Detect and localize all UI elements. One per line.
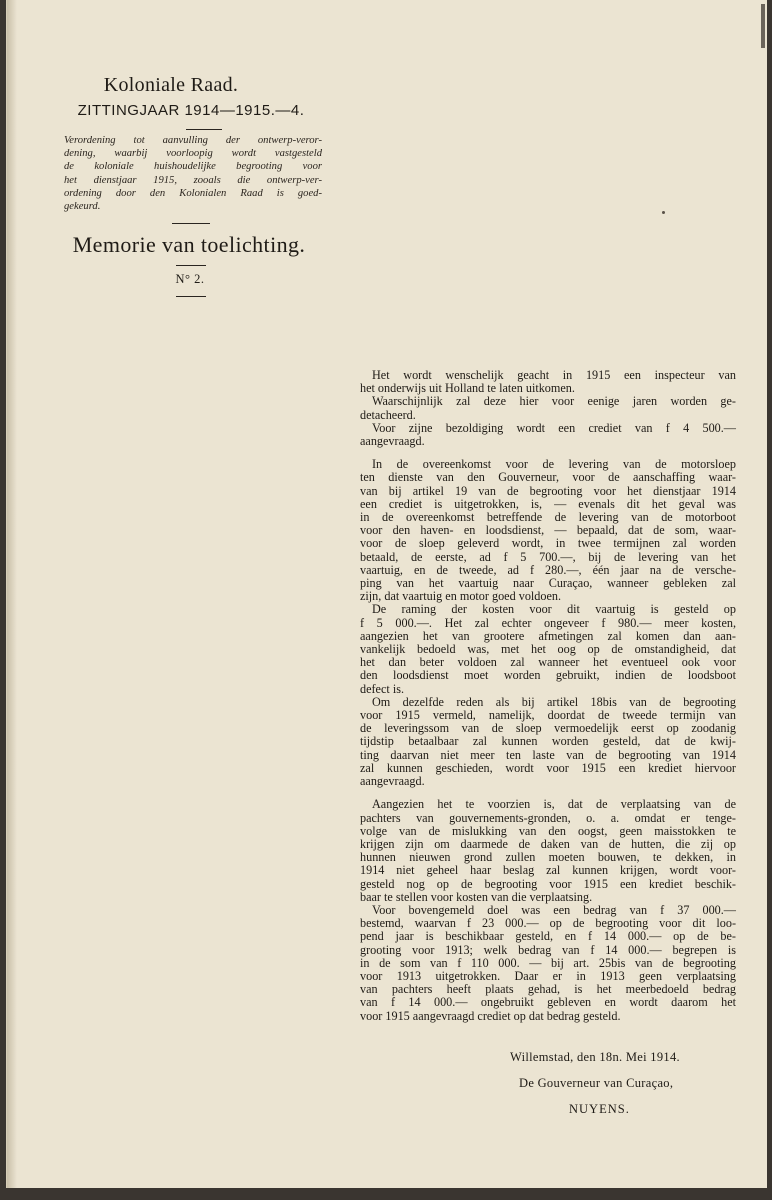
session-year: ZITTINGJAAR 1914—1915.—4. <box>77 102 305 119</box>
text-line: Waarschijnlijk zal deze hier voor eenige jaren worden ge- <box>372 394 736 409</box>
text-line: voor 1915 aangevraagd crediet op dat bedrag gesteld. <box>360 1008 621 1023</box>
text-line: aangevraagd. <box>360 434 425 449</box>
text-line: het dan beter voldoen zal wanneer het eventueel ook voor <box>360 655 736 670</box>
page-edge-shadow <box>7 0 17 1188</box>
text-line: volge van de mislukking van den oogst, geen maisstokken te <box>360 823 736 838</box>
paragraph <box>360 458 736 788</box>
text-line: Om dezelfde reden als bij artikel 18bis van de begrooting <box>372 694 736 709</box>
binding-mark <box>761 4 765 48</box>
text-line: aangezien het van grootere afmetingen zal komen dan aan- <box>360 628 736 643</box>
text-line: van bij artikel 19 van de begrooting voor het dienstjaar 1914 <box>360 483 736 498</box>
text-line: voor de sloep geleverd wordt, in twee termijnen zal worden <box>360 536 736 551</box>
text-line: betaald, de eerste, ad f 5 700.—, bij de levering van het <box>360 549 736 564</box>
text-line: pend jaar is beschikbaar gesteld, en f 14 000.— op de be- <box>360 929 736 944</box>
subject-line: dening, waarbij voorloopig wordt vastgesteld <box>64 148 322 160</box>
text-line: defect is. <box>360 681 404 696</box>
text-line: tijdstip betaalbaar zal kunnen worden gesteld, dat de kwij- <box>360 734 736 749</box>
text-line: den loodsdienst moet worden gebruikt, indien de loodsboot <box>360 668 736 683</box>
place-date: Willemstad, den 18n. Mei 1914. <box>510 1050 680 1064</box>
text-line: een crediet is uitgetrokken, is, — evenals dit het geval was <box>360 496 736 511</box>
paragraph <box>360 798 736 1022</box>
paragraph <box>360 369 736 448</box>
text-line: grooting voor 1913; welk bedrag van f 14 000.— begrepen is <box>360 942 736 957</box>
subject-description <box>64 134 322 213</box>
text-line: voor 1913 uitgetrokken. Daar er in 1913 geen verplaatsing <box>360 968 736 983</box>
text-line: vankelijk bedoeld was, met het oog op de omstandigheid, dat <box>360 642 736 657</box>
speck-mark <box>662 211 665 214</box>
text-line: in de overeenkomst betreffende de levering van de motorboot <box>360 510 736 525</box>
divider-rule <box>176 296 206 297</box>
body-text <box>360 369 736 1023</box>
text-line: gesteld nog op de begrooting voor 1915 een krediet beschik- <box>360 876 736 891</box>
subject-line: gekeurd. <box>64 201 101 213</box>
text-line: ten dienste van den Gouverneur, voor de aanschaffing waar- <box>360 470 736 485</box>
subject-line: Verordening tot aanvulling der ontwerp-veror- <box>64 135 322 146</box>
text-line: de leveringssom van de sloep vermoedelijk eerst op zoodanig <box>360 721 736 736</box>
text-line: f 5 000.—. Het zal echter ongeveer f 980.— meer kosten, <box>360 615 736 630</box>
text-line: het onderwijs uit Holland te laten uitkomen. <box>360 381 575 396</box>
text-line: zal kunnen geschieden, wordt voor 1915 een krediet hiervoor <box>360 760 736 775</box>
document-number: N° 2. <box>175 272 205 286</box>
text-line: Aangezien het te voorzien is, dat de verplaatsing van de <box>372 797 736 812</box>
text-line: hunnen nieuwen grond zullen moeten bouwen, te dekken, in <box>360 850 736 865</box>
memo-title: Memorie van toelichting. <box>72 232 306 257</box>
divider-rule <box>172 223 210 224</box>
text-line: van pachters heeft plaats gehad, is het meerbedoeld bedrag <box>360 982 736 997</box>
subject-line: ordening door den Kolonialen Raad is goed- <box>64 187 322 199</box>
text-line: zijn, dat vaartuig en motor goed voldoen. <box>360 589 562 604</box>
subject-line: het dienstjaar 1915, zooals die ontwerp-ver- <box>64 174 322 186</box>
text-line: ping van het vaartuig naar Curaçao, wanneer gebleken zal <box>360 576 736 591</box>
text-line: In de overeenkomst voor de levering van de motorsloep <box>372 457 736 472</box>
text-line: voor den haven- en loodsdienst, — bepaald, dat de som, waar- <box>360 523 736 538</box>
text-line: bestemd, waarvan f 23 000.— op de begrooting voor dit loo- <box>360 916 736 931</box>
text-line: De raming der kosten voor dit vaartuig is gesteld op <box>372 602 736 617</box>
text-line: krijgen zijn om daarmede de daken van de hutten, die zij op <box>360 836 736 851</box>
text-line: Het wordt wenschelijk geacht in 1915 een inspecteur van <box>372 368 736 382</box>
signatory-role: De Gouverneur van Curaçao, <box>519 1076 674 1090</box>
text-line: ting daarvan niet meer ten laste van de begrooting van 1914 <box>360 747 736 762</box>
text-line: voor 1915 vermeld, namelijk, doordat de tweede termijn van <box>360 708 736 723</box>
subject-line: de koloniale huishoudelijke begrooting voor <box>64 161 322 173</box>
text-line: van f 14 000.— ongebruikt gebleven en wordt daarom het <box>360 995 736 1010</box>
divider-rule <box>176 265 206 266</box>
text-line: aangevraagd. <box>360 774 425 789</box>
text-line: detacheerd. <box>360 407 416 422</box>
text-line: 1914 niet geheel haar beslag zal kunnen krijgen, wordt voor- <box>360 863 736 878</box>
text-line: Voor bovengemeld doel was een bedrag van f 37 000.— <box>372 902 736 917</box>
text-line: in de som van f 110 000. — bij art. 25bis van de begrooting <box>360 955 736 970</box>
text-line: pachters van gouvernements-gronden, o. a. omdat er tenge- <box>360 810 736 825</box>
text-line: baar te stellen voor kosten van die verplaatsing. <box>360 889 593 904</box>
document-title: Koloniale Raad. <box>103 74 239 96</box>
divider-rule <box>186 129 222 130</box>
text-line: vaartuig, en de tweede, ad f 280.—, één jaar na de versche- <box>360 562 736 577</box>
signatory-name: NUYENS. <box>569 1102 630 1116</box>
text-line: Voor zijne bezoldiging wordt een crediet van f 4 500.— <box>372 420 736 435</box>
